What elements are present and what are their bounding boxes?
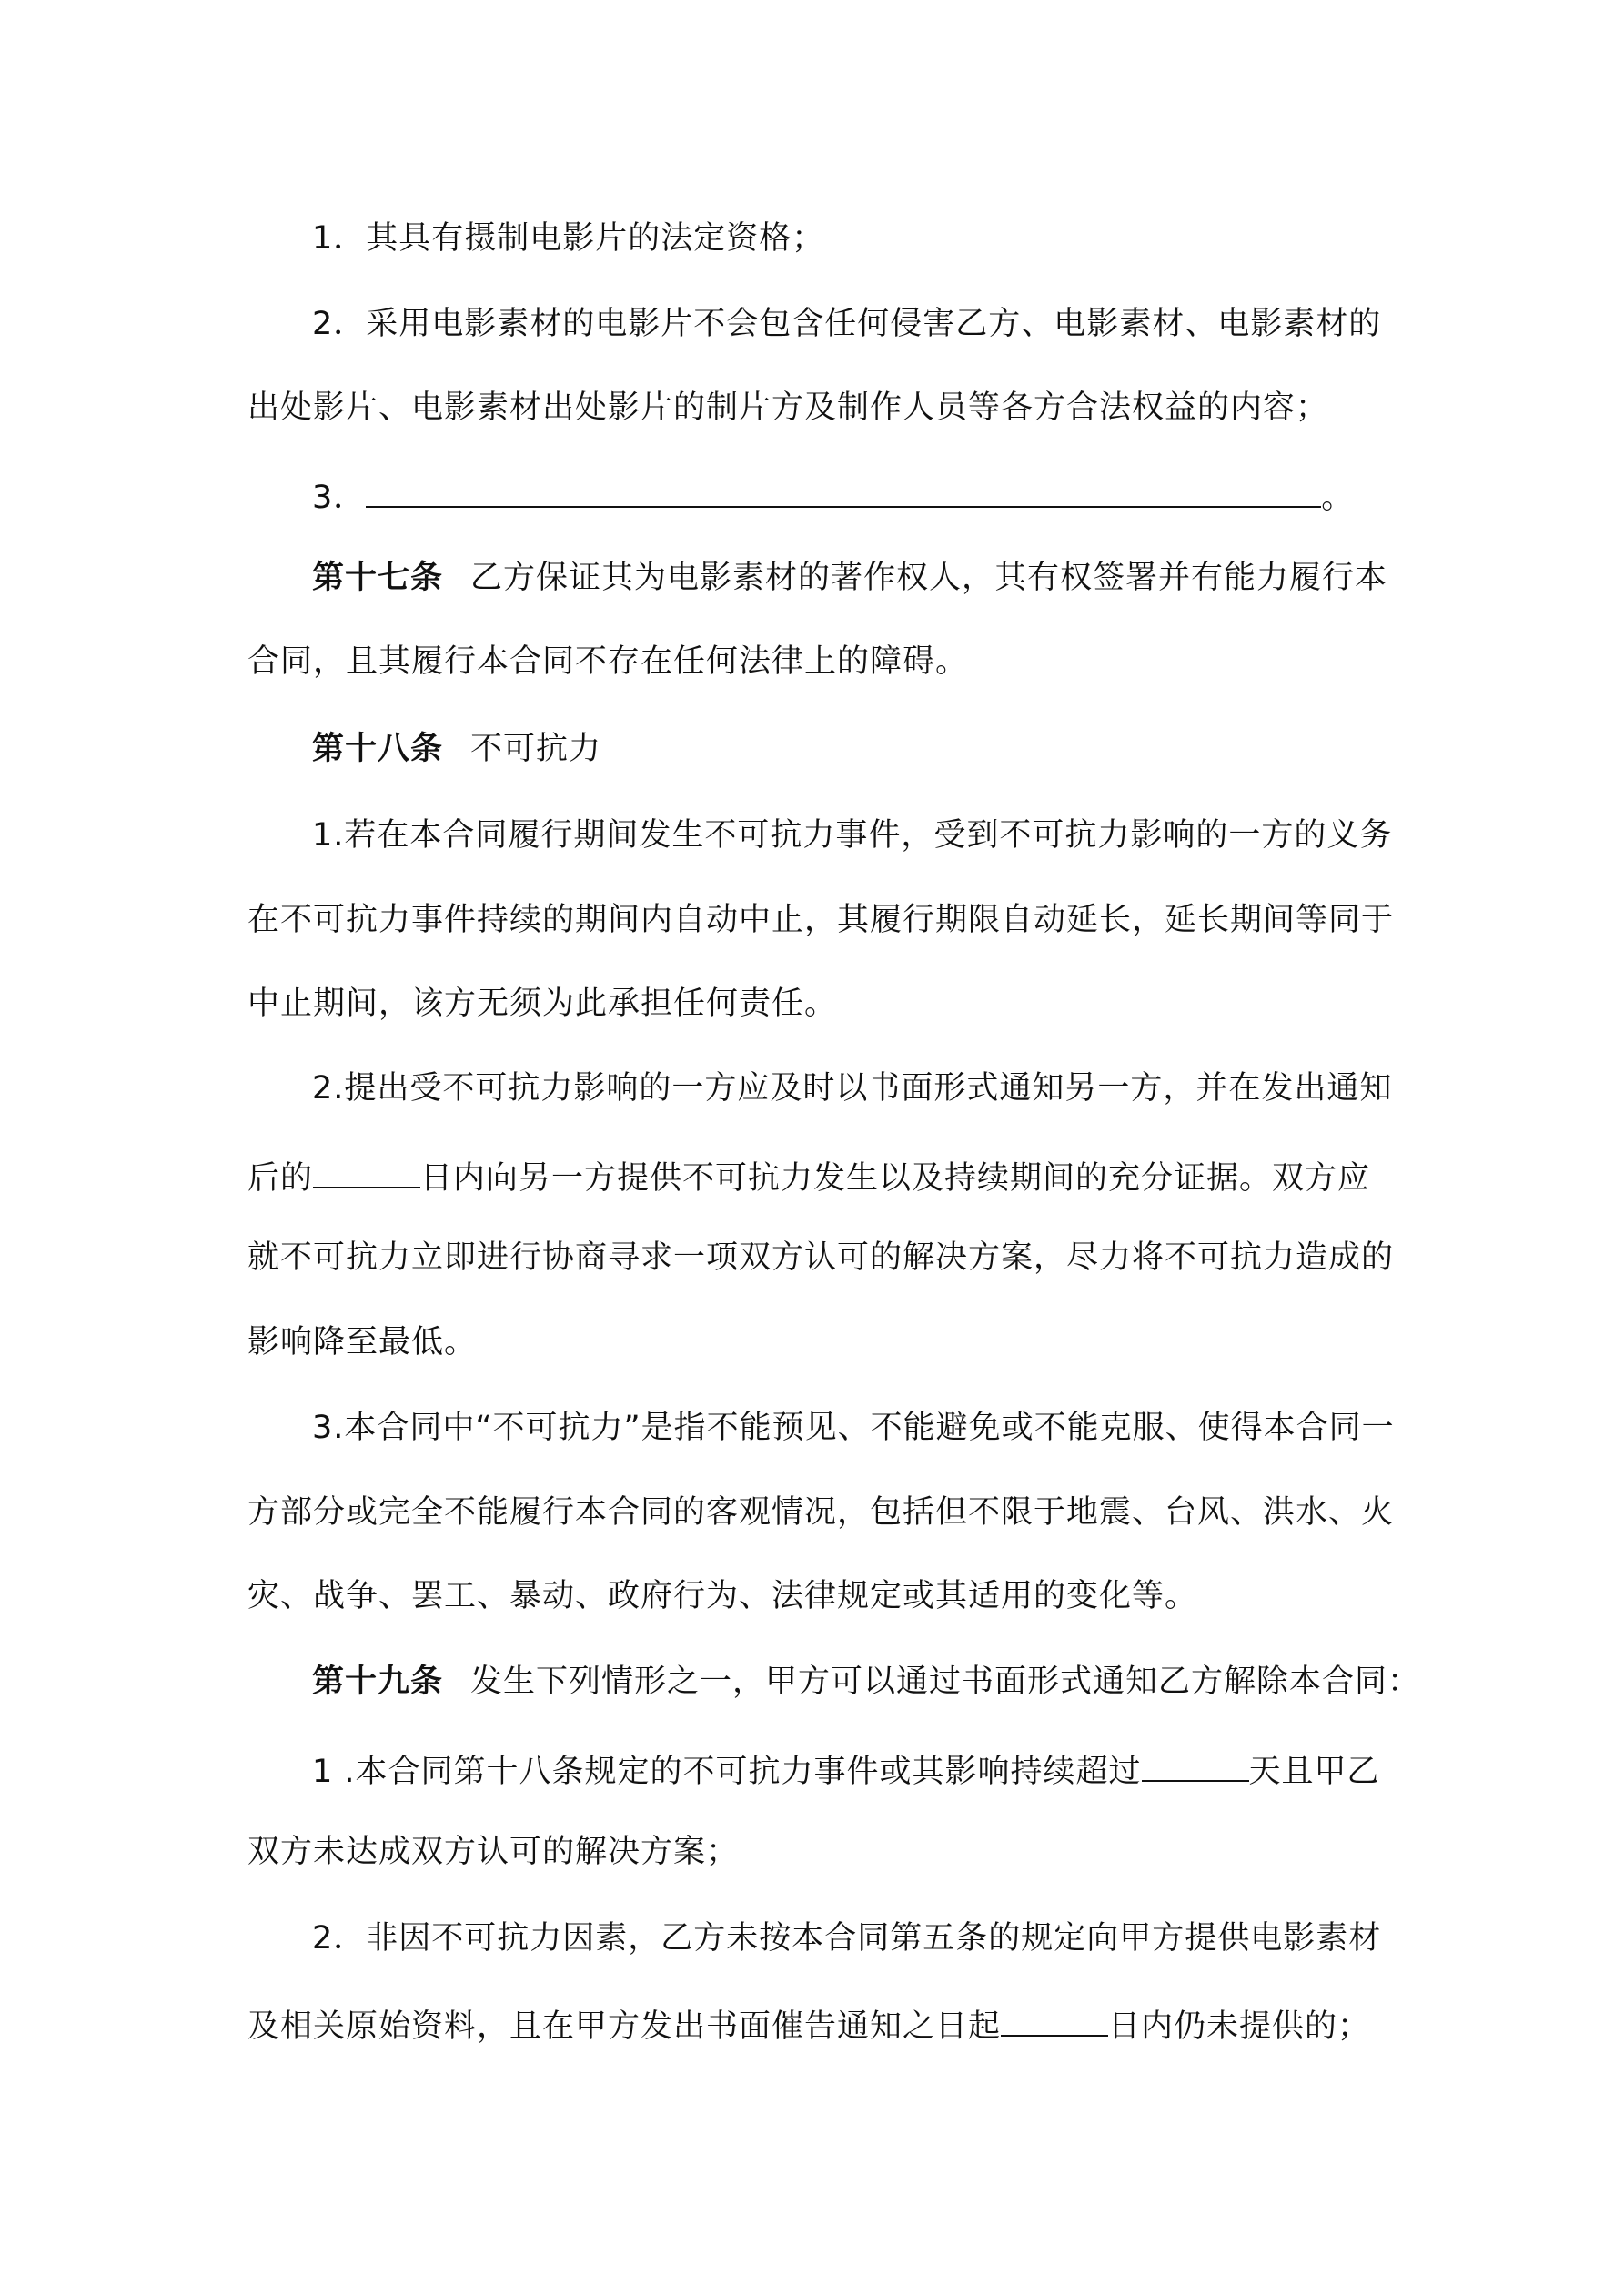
clause-16-item-1: 1．其具有摄制电影片的法定资格； (312, 220, 825, 257)
clause-19: 第十九条 发生下列情形之一，甲方可以通过书面形式通知乙方解除本合同： (312, 1664, 1421, 1700)
fill-in-blank (366, 473, 1321, 508)
clause-heading: 第十九条 (312, 1664, 444, 1700)
clause-19-item-2: 2．非因不可抗力因素，乙方未按本合同第五条的规定向甲方提供电影素材 (312, 1920, 1382, 1957)
clause-19-item-1: 1 .本合同第十八条规定的不可抗力事件或其影响持续超过 天且甲乙 (0, 1747, 1624, 1787)
clause-heading: 第十八条 (312, 731, 444, 767)
clause-18-item-3-cont: 方部分或完全不能履行本合同的客观情况，包括但不限于地震、台风、洪水、火 (247, 1494, 1395, 1531)
clause-18-item-2-cont: 影响降至最低。 (247, 1324, 478, 1360)
clause-19-item-2-cont: 及相关原始资料，且在甲方发出书面催告通知之日起 日内仍未提供的； (0, 2002, 1624, 2042)
clause-18-item-3: 3.本合同中“不可抗力”是指不能预见、不能避免或不能克服、使得本合同一 (312, 1410, 1395, 1446)
clause-16-item-2-cont: 出处影片、电影素材出处影片的制片方及制作人员等各方合法权益的内容； (247, 389, 1329, 426)
clause-17-cont: 合同，且其履行本合同不存在任何法律上的障碍。 (247, 643, 969, 680)
clause-18-heading: 第十八条 不可抗力 (312, 731, 602, 767)
clause-16-item-2: 2．采用电影素材的电影片不会包含任何侵害乙方、电影素材、电影素材的 (312, 306, 1382, 342)
clause-19-item-1-cont: 双方未达成双方认可的解决方案； (247, 1834, 740, 1870)
clause-18-item-2: 2.提出受不可抗力影响的一方应及时以书面形式通知另一方，并在发出通知 (312, 1070, 1393, 1107)
fill-in-blank (1001, 2002, 1108, 2037)
fill-in-blank (313, 1154, 420, 1188)
clause-18-item-1-cont: 中止期间，该方无须为此承担任何责任。 (247, 986, 838, 1022)
clause-18-item-1: 1.若在本合同履行期间发生不可抗力事件，受到不可抗力影响的一方的义务 (312, 817, 1393, 854)
clause-18-item-2-cont: 后的 日内向另一方提供不可抗力发生以及持续期间的充分证据。双方应 (0, 1154, 1624, 1194)
clause-18-item-1-cont: 在不可抗力事件持续的期间内自动中止，其履行期限自动延长，延长期间等同于 (247, 902, 1395, 938)
clause-18-item-3-cont: 灾、战争、罢工、暴动、政府行为、法律规定或其适用的变化等。 (247, 1578, 1198, 1614)
fill-in-blank (1142, 1747, 1249, 1782)
clause-17: 第十七条 乙方保证其为电影素材的著作权人，其有权签署并有能力履行本 (312, 560, 1388, 596)
clause-heading: 第十七条 (312, 560, 444, 596)
clause-18-item-2-cont: 就不可抗力立即进行协商寻求一项双方认可的解决方案，尽力将不可抗力造成的 (247, 1239, 1395, 1276)
clause-16-item-3: 3． 。 (0, 473, 1624, 513)
